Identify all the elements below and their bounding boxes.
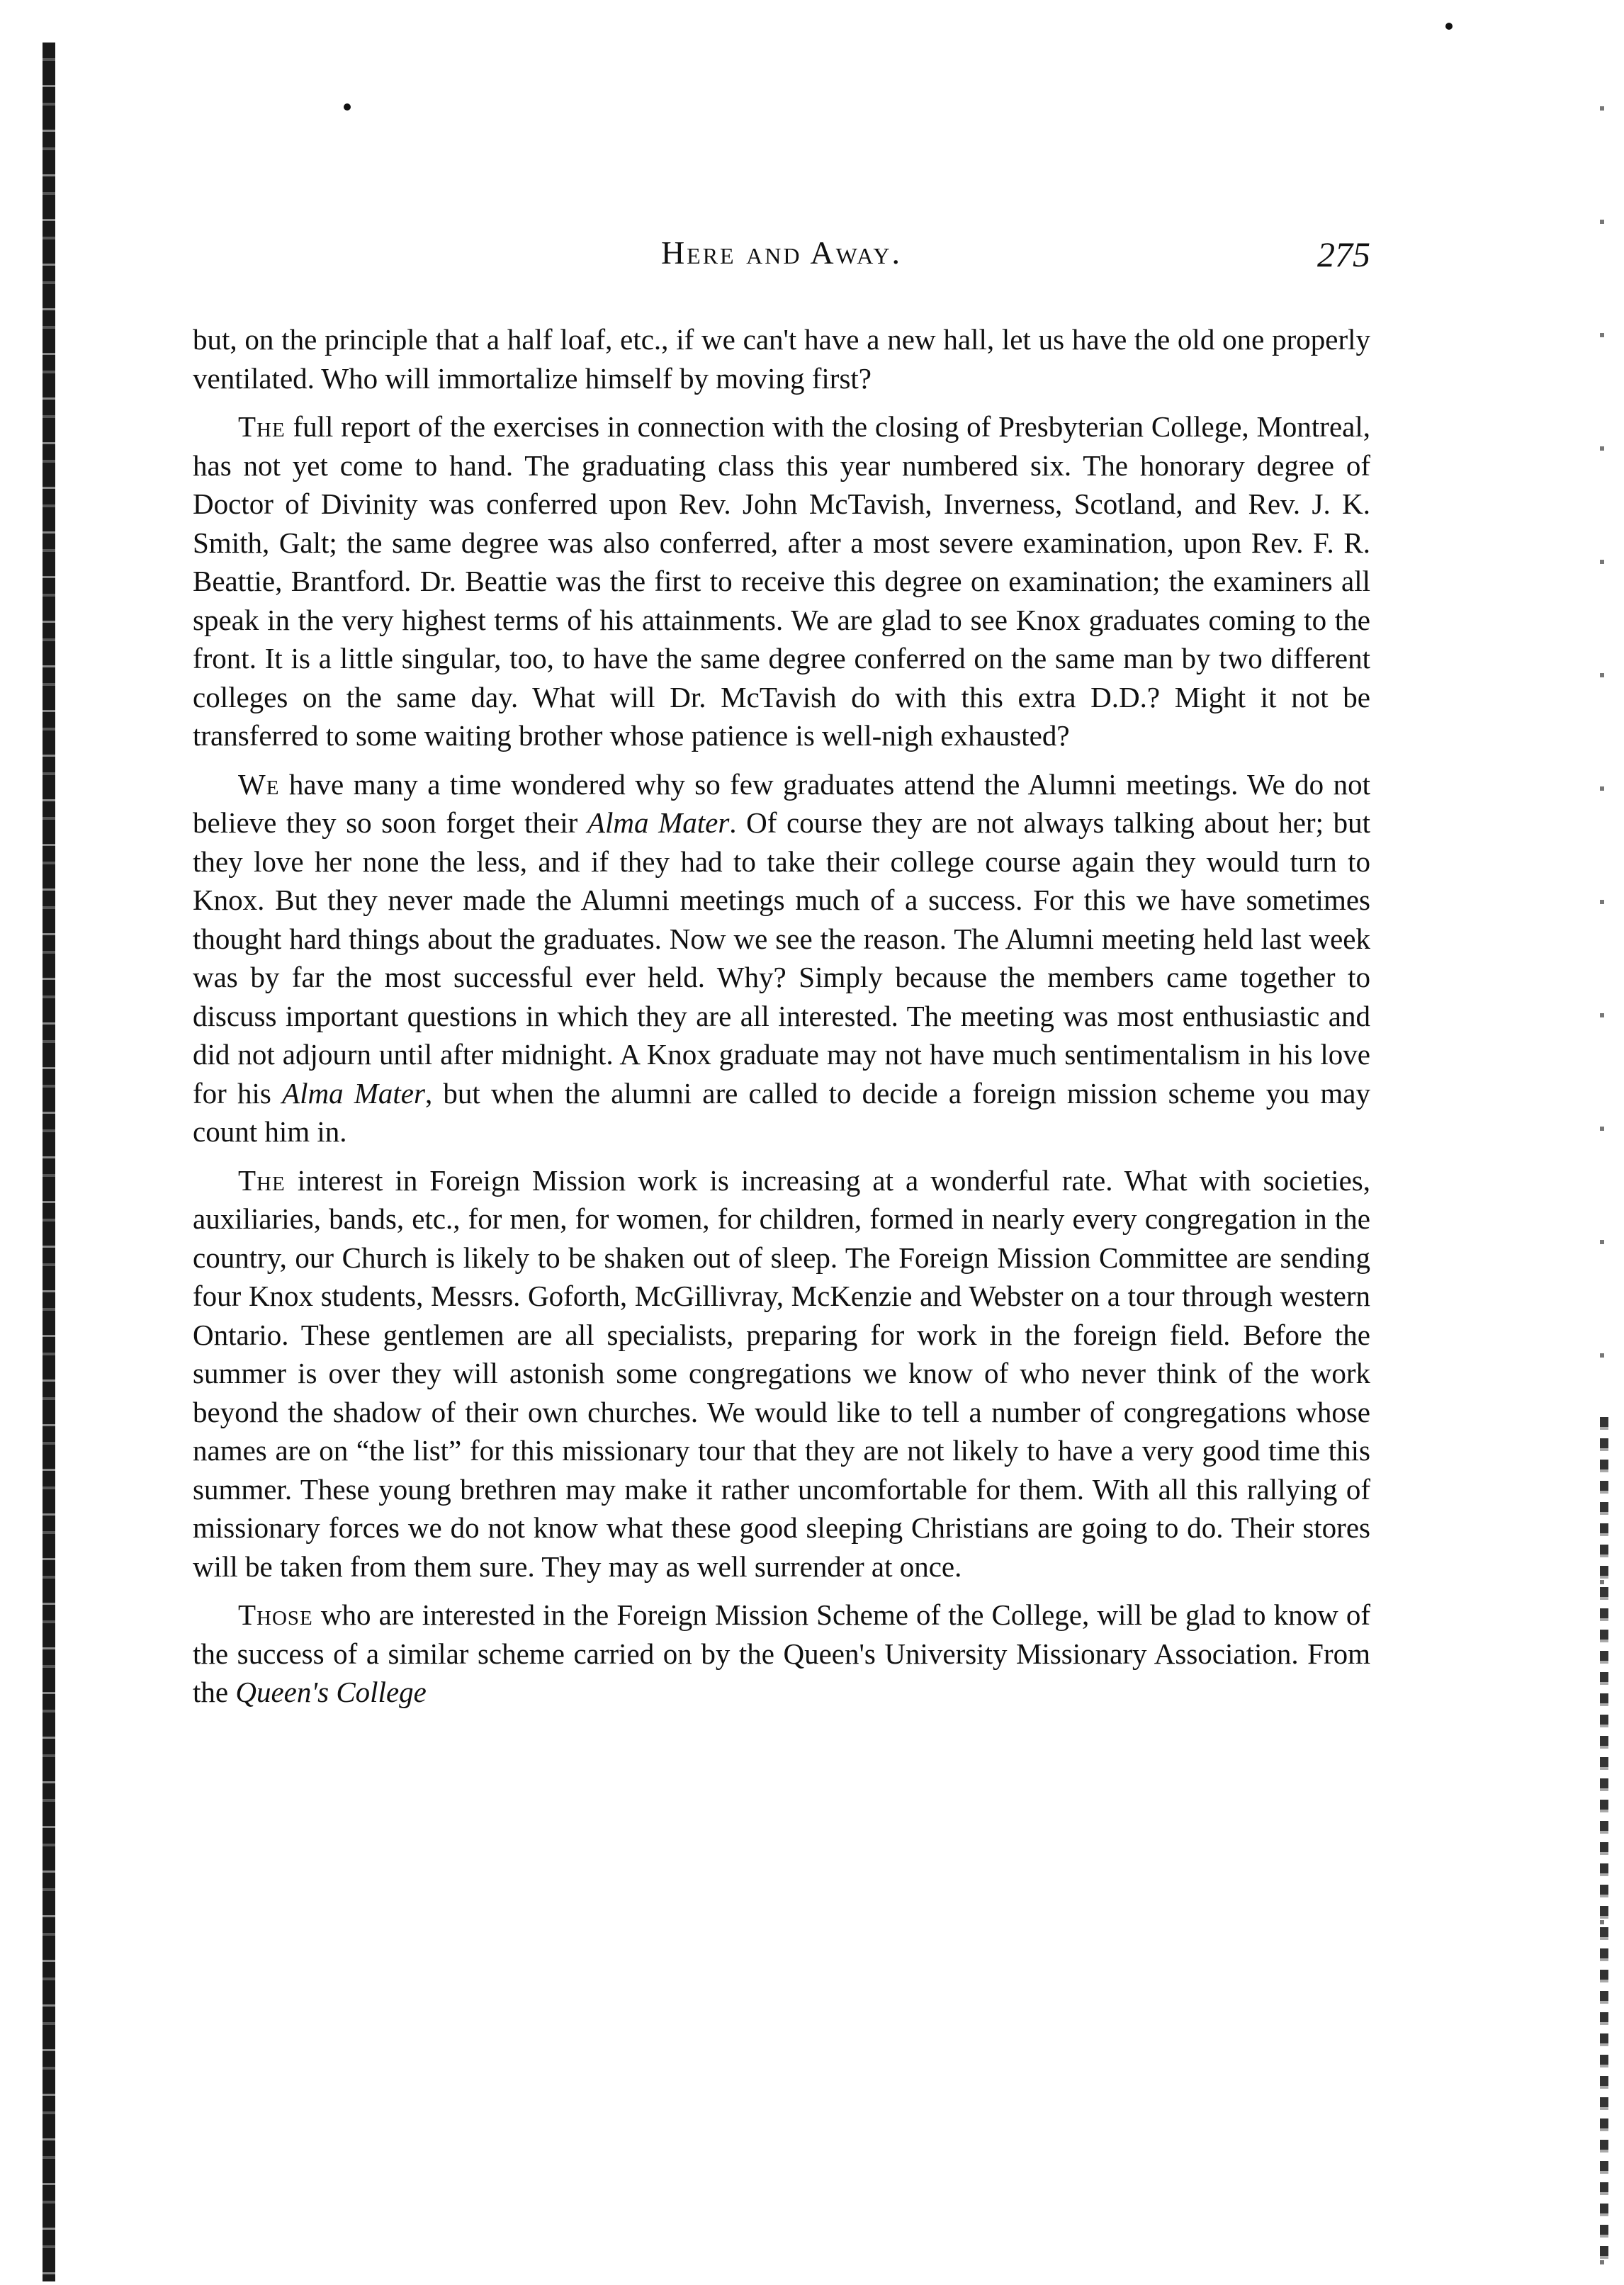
page [193,234,1370,1722]
italic-phrase: Queen's College [235,1676,427,1708]
italic-phrase: Alma Mater [587,806,730,839]
paragraph [193,1161,1370,1586]
paragraph-text: . Of course they are not always talking about her; but they love her none the less, and if they had to take their college course again they would turn to Knox. But they never made the Alumni meetings much of a success. For this we have sometimes thought hard things about the graduates. Now we see the reason. The Alumni meeting held last week was by far the most successful ever held. Why? Simply because the members came together to discuss important questions in which they are all interested. The meeting was most enthusiastic and did not adjourn until after midnight. A Knox graduate may not have much sentimentalism in his love for his [193,806,1370,1110]
paragraph [193,765,1370,1151]
paragraph-lead-word: The [238,1163,286,1197]
paragraph-text: have many a time wondered why so few graduates attend the Alumni meetings. We do not believe they so soon forget their [193,767,1370,839]
paragraph-text: interest in Foreign Mission work is increasing at a wonderful rate. What with societies, auxiliaries, bands, etc., for men, for women, for children, formed in nearly every congregation in the country, our Church is likely to be shaken out of sleep. The Foreign Mission Committee are sending four Knox students, Messrs. Goforth, McGillivray, McKenzie and Webster on a tour through western Ontario. These gentlemen are all specialists, preparing for work in the foreign field. Before the summer is over they will astonish some congregations we know of who never think of the work beyond the shadow of their own churches. We would like to tell a number of congregations whose names are on “the list” for this missionary tour that they are not likely to have a very good time this summer. These young brethren may make it rather uncomfortable for them. With all this rallying of missionary forces we do not know what these good sleeping Christians are going to do. Their stores will be taken from them sure. They may as well surrender at once. [193,1163,1370,1583]
paragraph-lead-word: Those [238,1598,313,1631]
binding-edge-shadow [43,43,55,2281]
article-body [193,320,1370,1712]
paragraph [193,407,1370,755]
scan-speck [1445,23,1453,30]
right-edge-bottom-scan-marks [1600,1417,1608,2267]
paragraph-text: full report of the exercises in connection with the closing of Presbyterian College, Montreal, has not yet come to hand. The graduating class this year numbered six. The honorary degree of Doctor of Divinity was conferred upon Rev. John McTavish, Inverness, Scotland, and Rev. J. K. Smith, Galt; the same degree was also conferred, after a most severe examination, upon Rev. F. R. Beattie, Brantford. Dr. Beattie was the first to receive this degree on examination; the examiners all speak in the very highest terms of his attainments. We are glad to see Knox graduates coming to the front. It is a little singular, too, to have the same degree conferred on the same man by two different colleges on the same day. What will Dr. McTavish do with this extra D.D.? Might it not be transferred to some waiting brother whose patience is well-nigh exhausted? [193,410,1370,752]
running-title: Here and Away. [660,235,903,271]
page-header [193,234,1370,283]
page-number: 275 [1317,235,1370,274]
paragraph-lead-word: The [238,410,286,443]
paragraph [193,320,1370,397]
paragraph [193,1596,1370,1712]
paragraph-text: but, on the principle that a half loaf, etc., if we can't have a new hall, let us have the old one properly ventilated. Who will immortalize himself by moving first? [193,323,1370,395]
paragraph-lead-word: We [238,767,280,801]
scan-speck [344,103,351,111]
paragraph-text: who are interested in the Foreign Mission Scheme of the College, will be glad to know of the success of a similar scheme carried on by the Queen's University Missionary Association. From the [193,1598,1370,1708]
italic-phrase: Alma Mater [282,1076,425,1110]
paragraph-text: , but when the alumni are called to decide a foreign mission scheme you may count him in. [193,1076,1370,1148]
